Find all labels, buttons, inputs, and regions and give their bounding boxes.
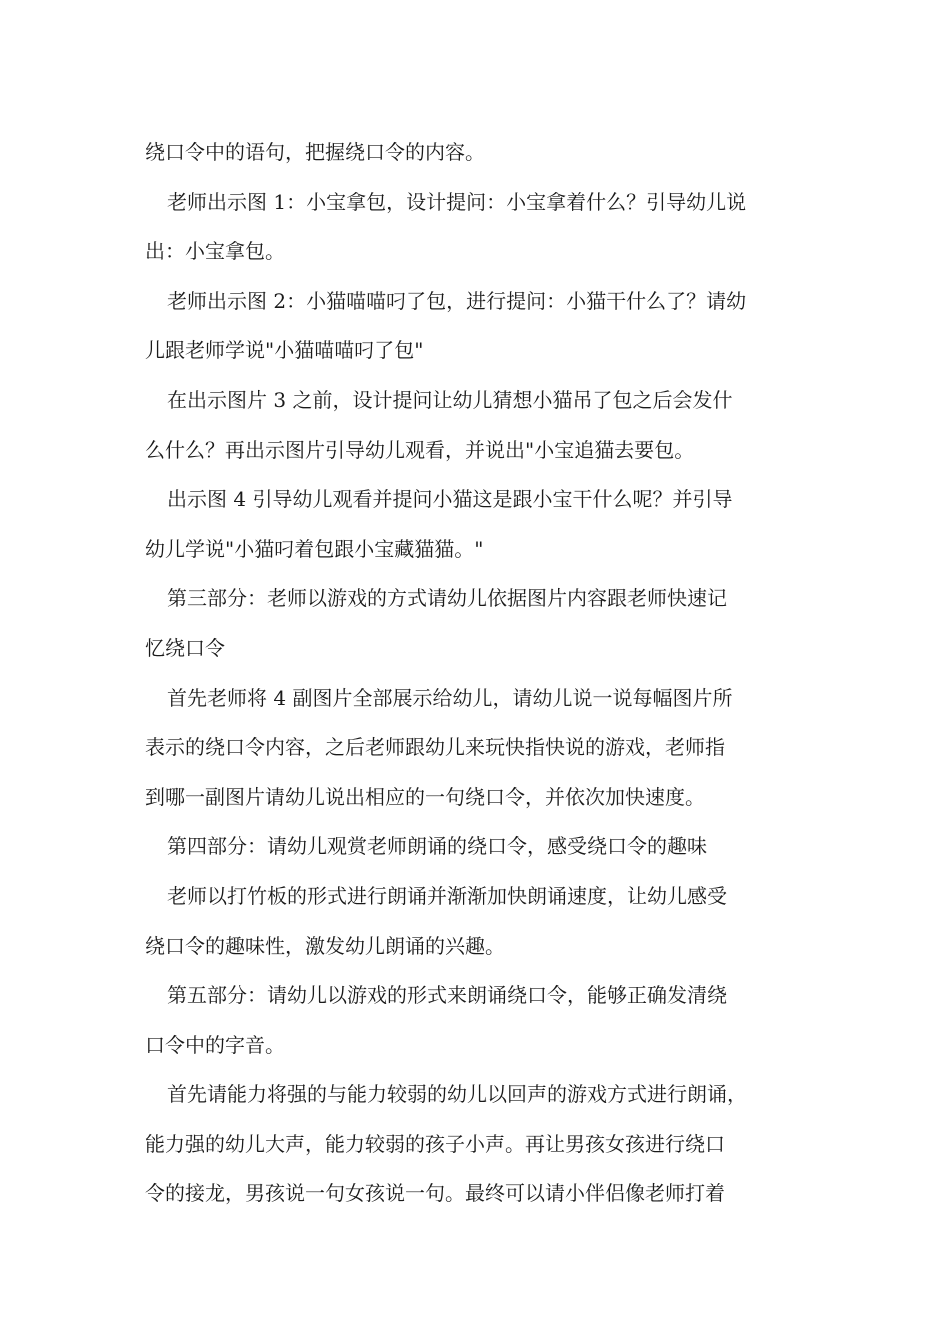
text-line: 出：小宝拿包。 — [145, 239, 285, 264]
text-line: 令的接龙，男孩说一句女孩说一句。最终可以请小伴侣像老师打着 — [145, 1181, 725, 1206]
text-line: 在出示图片 3 之前，设计提问让幼儿猜想小猫吊了包之后会发什 — [167, 387, 733, 412]
text-line: 老师以打竹板的形式进行朗诵并渐渐加快朗诵速度，让幼儿感受 — [167, 883, 727, 908]
text-line: 么什么？再出示图片引导幼儿观看，并说出"小宝追猫去要包。 — [145, 437, 695, 462]
text-line: 儿跟老师学说"小猫喵喵叼了包" — [145, 338, 424, 363]
text-line: 能力强的幼儿大声，能力较弱的孩子小声。再让男孩女孩进行绕口 — [145, 1131, 725, 1156]
text-line: 表示的绕口令内容，之后老师跟幼儿来玩快指快说的游戏，老师指 — [145, 735, 725, 760]
text-line: 幼儿学说"小猫叼着包跟小宝藏猫猫。" — [145, 536, 484, 561]
text-line: 口令中的字音。 — [145, 1032, 285, 1057]
text-line: 忆绕口令 — [145, 635, 225, 660]
text-line: 出示图 4 引导幼儿观看并提问小猫这是跟小宝干什么呢？并引导 — [167, 487, 733, 512]
text-line: 老师出示图 1：小宝拿包，设计提问：小宝拿着什么？引导幼儿说 — [167, 189, 747, 214]
document-body — [145, 128, 813, 1219]
text-line: 老师出示图 2：小猫喵喵叼了包，进行提问：小猫干什么了？请幼 — [167, 288, 747, 313]
text-line: 首先请能力将强的与能力较弱的幼儿以回声的游戏方式进行朗诵， — [167, 1082, 747, 1107]
text-line: 绕口令的趣味性，激发幼儿朗诵的兴趣。 — [145, 933, 505, 958]
text-line: 第五部分：请幼儿以游戏的形式来朗诵绕口令，能够正确发清绕 — [167, 983, 727, 1008]
text-line: 第三部分：老师以游戏的方式请幼儿依据图片内容跟老师快速记 — [167, 586, 727, 611]
text-line: 到哪一副图片请幼儿说出相应的一句绕口令，并依次加快速度。 — [145, 784, 705, 809]
text-line: 首先老师将 4 副图片全部展示给幼儿，请幼儿说一说每幅图片所 — [167, 685, 733, 710]
text-line: 第四部分：请幼儿观赏老师朗诵的绕口令，感受绕口令的趣味 — [167, 834, 707, 859]
text-line: 绕口令中的语句，把握绕口令的内容。 — [145, 140, 485, 164]
